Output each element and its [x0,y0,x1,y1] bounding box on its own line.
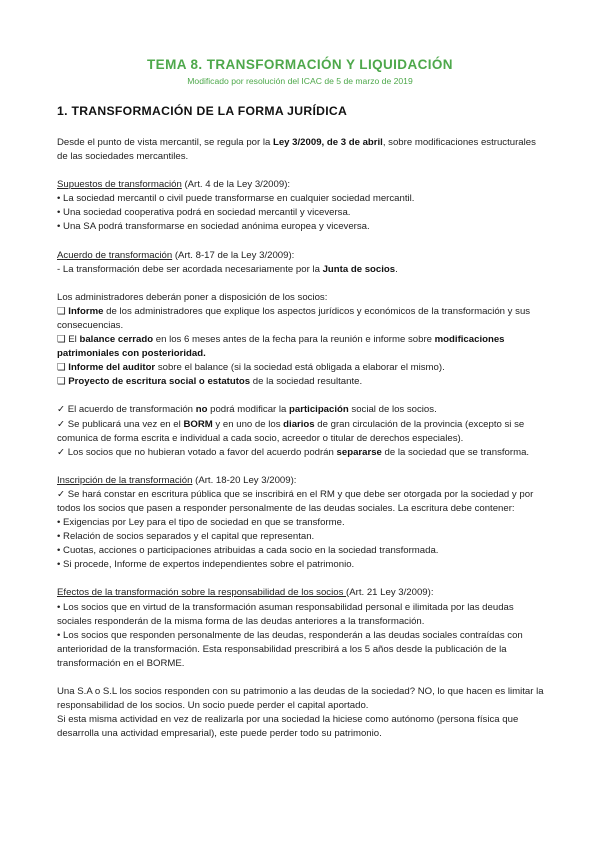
acuerdo-title: Acuerdo de transformación [57,249,173,261]
checkbox-icon: ❑ El [57,334,80,346]
check-item [57,403,544,417]
list-item: • Exigencias por Ley para el tipo de sociedad en que se transforme. [57,517,345,529]
list-item: • Relación de socios separados y el capital que representan. [57,531,315,543]
checklist-text: de la sociedad resultante. [250,376,363,388]
acuerdo-text: - La transformación debe ser acordada necesariamente por la [57,263,323,275]
efectos-ref: (Art. 21 Ley 3/2009): [346,587,434,599]
check-text: de gran circulación de la provincia (excepto si se comunica de forma escrita e individual a cada socio, acreedor o titular de derechos especiales). [57,418,525,444]
section-heading: 1. TRANSFORMACIÓN DE LA FORMA JURÍDICA [57,104,348,118]
admins-intro: Los administradores deberán poner a disposición de los socios: [57,291,328,303]
list-item: • La sociedad mercantil o civil puede transformarse en cualquier sociedad mercantil. [57,193,415,205]
checklist-item [57,375,544,389]
checklist-item [57,305,544,333]
check-item [57,418,544,446]
check-text: ✓ Se publicará una vez en el [57,418,184,430]
check-bold: participación [289,404,349,416]
acuerdo-line [57,263,544,277]
document-subtitle: Modificado por resolución del ICAC de 5 de marzo de 2019 [187,76,413,86]
check-item: ✓ Se hará constar en escritura pública que se inscribirá en el RM y que debe ser otorgada por la sociedad y por todos los socios que pasen a responder personalmente de las deudas sociales. La escritura debe contener: [57,488,534,514]
checklist-item [57,333,544,361]
intro-text: Desde el punto de vista mercantil, se regula por la [57,137,273,148]
check-item [57,446,544,460]
list-item: • Los socios que en virtud de la transformación asuman responsabilidad personal e ilimitada por las deudas sociales responderán de la misma forma de las deudas anteriores a la transformación. [57,601,514,627]
checklist-bold: Informe [68,305,104,317]
checklist-bold: modificaciones patrimoniales con posterioridad. [57,334,505,360]
check-text: de la sociedad que se transforma. [381,446,530,458]
acuerdo-ref: (Art. 8-17 de la Ley 3/2009): [172,249,295,261]
checklist-item [57,361,544,375]
checklist-bold: Informe del auditor [68,362,156,374]
law-reference: Ley 3/2009, de 3 de abril [272,137,383,148]
check-text: social de los socios. [348,404,437,416]
inscripcion-heading [57,474,544,488]
check-text: y en uno de los [212,418,284,430]
check-bold: no [195,404,208,416]
checkbox-icon: ❑ [57,305,69,317]
intro-text-end: , sobre modificaciones estructurales de las sociedades mercantiles. [57,137,536,163]
supuestos-title: Supuestos de transformación [57,179,182,191]
supuestos-ref: (Art. 4 de la Ley 3/2009): [181,179,291,191]
checklist-text: de los administradores que explique los aspectos jurídicos y económicos de la transformación y sus consecuencias. [57,305,531,331]
check-bold: diarios [283,418,315,430]
check-text: ✓ Los socios que no hubieran votado a favor del acuerdo podrán [57,446,337,458]
intro-paragraph [57,136,544,164]
inscripcion-title: Inscripción de la transformación [57,474,193,486]
efectos-heading [57,586,544,600]
check-bold: separarse [336,446,382,458]
acuerdo-period: . [395,263,398,275]
checklist-text: sobre el balance (si la sociedad está obligada a elaborar el mismo). [155,362,445,374]
closing-paragraph: Si esta misma actividad en vez de realizarla por una sociedad la hiciese como autónomo (persona física que desarrolla una actividad empresarial), este puede perder todo su patrimonio. [57,714,519,740]
supuestos-heading [57,178,544,192]
list-item: • Una sociedad cooperativa podrá en sociedad mercantil y viceversa. [57,207,351,219]
check-text: ✓ El acuerdo de transformación [57,404,196,416]
acuerdo-heading [57,249,544,263]
check-text: podrá modificar la [207,404,290,416]
checkbox-icon: ❑ [57,362,69,374]
list-item: • Una SA podrá transformarse en sociedad anónima europea y viceversa. [57,221,370,233]
section-body [57,136,544,741]
list-item: • Cuotas, acciones o participaciones atribuidas a cada socio en la sociedad transformada. [57,545,439,557]
list-item: • Si procede, Informe de expertos independientes sobre el patrimonio. [57,559,355,571]
inscripcion-ref: (Art. 18-20 Ley 3/2009): [192,474,297,486]
checklist-bold: balance cerrado [79,334,154,346]
checklist-text: en los 6 meses antes de la fecha para la reunión e informe sobre [153,334,435,346]
checkbox-icon: ❑ [57,376,69,388]
junta-de-socios: Junta de socios [322,263,396,275]
closing-paragraph: Una S.A o S.L los socios responden con su patrimonio a las deudas de la sociedad? NO, lo que hacen es limitar la responsabilidad de los socios. Un socio puede perder el capital aportado. [57,686,544,712]
list-item: • Los socios que responden personalmente de las deudas, responderán a las deudas sociales contraídas con anterioridad de la transformación. Esta responsabilidad prescribirá a los 5 años desde la publicación de la transformación en el BORME. [57,629,523,669]
checklist-bold: Proyecto de escritura social o estatutos [68,376,251,388]
efectos-title: Efectos de la transformación sobre la responsabilidad de los socios [57,587,347,599]
document-title: TEMA 8. TRANSFORMACIÓN Y LIQUIDACIÓN [147,57,453,72]
check-bold: BORM [183,418,213,430]
